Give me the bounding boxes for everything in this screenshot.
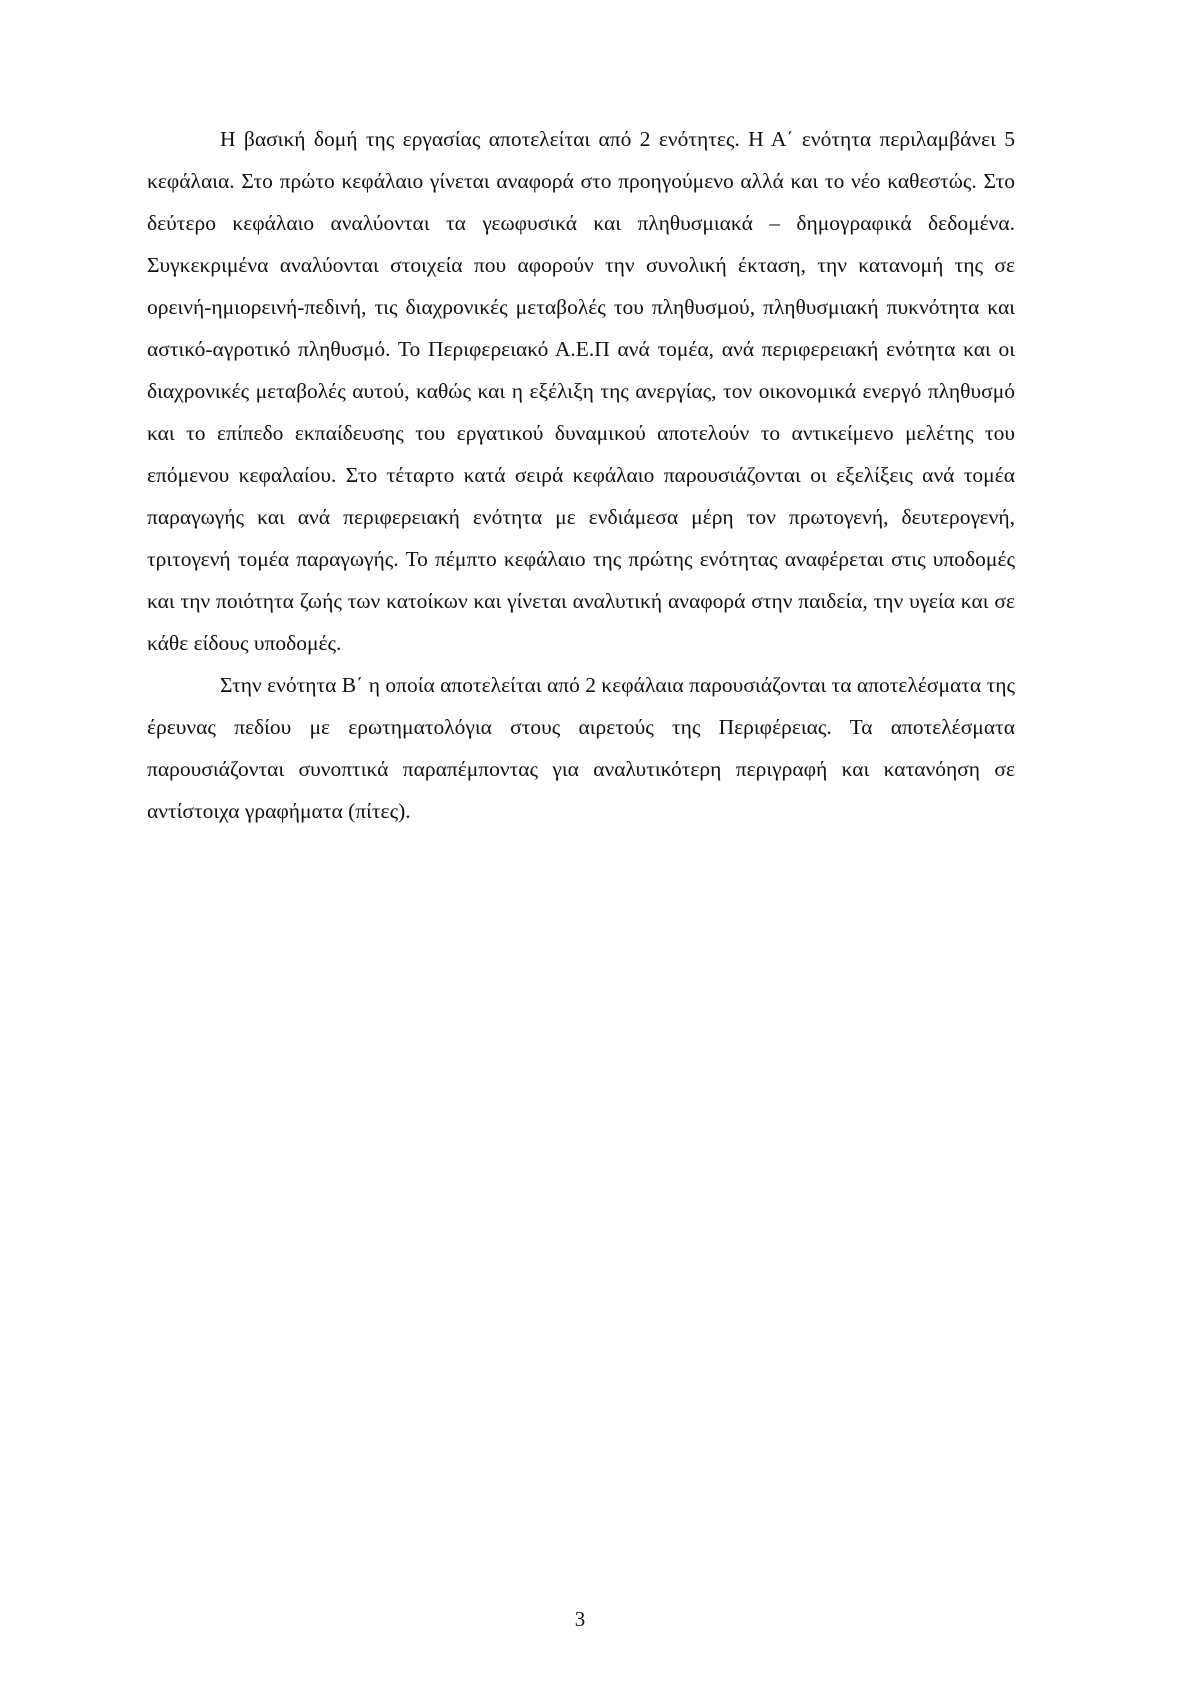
page-number	[0, 1604, 1190, 1634]
paragraph-section-b: Στην ενότητα Β΄ η οποία αποτελείται από 2 κεφάλαια παρουσιάζονται τα αποτελέσματα της έρευνας πεδίου με ερωτηματολόγια στους αιρετούς της Περιφέρειας. Τα αποτελέσματα παρουσιάζονται συνοπτικά παραπέμποντας για αναλυτικότερη περιγραφή και κατανόηση σε αντίστοιχα γραφήματα (πίτες).	[147, 673, 1015, 823]
page-number-label: 3	[574, 1607, 586, 1631]
paragraph-structure-overview: Η βασική δομή της εργασίας αποτελείται από 2 ενότητες. Η Α΄ ενότητα περιλαμβάνει 5 κεφάλαια. Στο πρώτο κεφάλαιο γίνεται αναφορά στο προηγούμενο αλλά και το νέο καθεστώς. Στο δεύτερο κεφάλαιο αναλύονται τα γεωφυσικά και πληθυσμιακά – δημογραφικά δεδομένα. Συγκεκριμένα αναλύονται στοιχεία που αφορούν την συνολική έκταση, την κατανομή της σε ορεινή-ημιορεινή-πεδινή, τις διαχρονικές μεταβολές του πληθυσμού, πληθυσμιακή πυκνότητα και αστικό-αγροτικό πληθυσμό. Το Περιφερειακό Α.Ε.Π ανά τομέα, ανά περιφερειακή ενότητα και οι διαχρονικές μεταβολές αυτού, καθώς και η εξέλιξη της ανεργίας, τον οικονομικά ενεργό πληθυσμό και το επίπεδο εκπαίδευσης του εργατικού δυναμικού αποτελούν το αντικείμενο μελέτης του επόμενου κεφαλαίου. Στο τέταρτο κατά σειρά κεφάλαιο παρουσιάζονται οι εξελίξεις ανά τομέα παραγωγής και ανά περιφερειακή ενότητα με ενδιάμεσα μέρη τον πρωτογενή, δευτερογενή, τριτογενή τομέα παραγωγής. Το πέμπτο κεφάλαιο της πρώτης ενότητας αναφέρεται στις υποδομές και την ποιότητα ζωής των κατοίκων και γίνεται αναλυτική αναφορά στην παιδεία, την υγεία και σε κάθε είδους υποδομές.	[147, 127, 1015, 655]
document-body	[147, 118, 1015, 832]
